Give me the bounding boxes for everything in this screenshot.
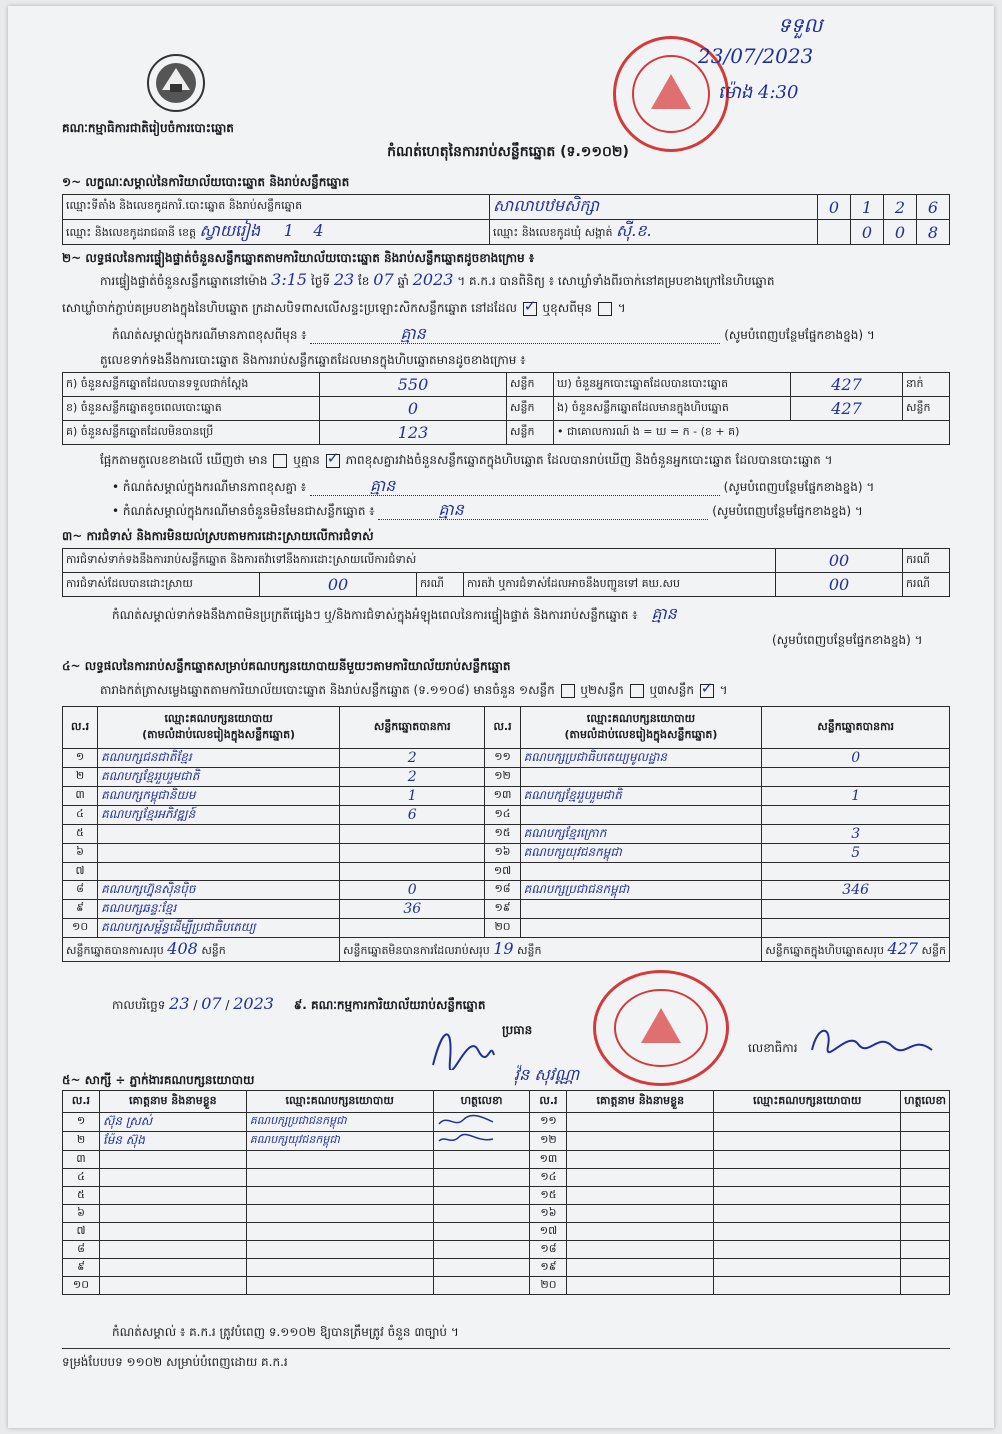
witness-header-name: គោត្តនាម និងនាមខ្លួន: [99, 1091, 246, 1113]
party-name: គណបក្សខ្មែរអភិវឌ្ឍន៍: [98, 806, 340, 825]
row-no: ១៧: [530, 1223, 567, 1241]
org-name: គណៈកម្មាធិការជាតិរៀបចំការបោះឆ្នោត: [62, 121, 234, 135]
row-no: ៣: [63, 1151, 100, 1169]
secretary-signature: [808, 1020, 938, 1060]
results-table: [62, 706, 950, 962]
party-name: គណបក្សហ្វ៊ុនស៊ិនប៉ិច: [98, 881, 340, 900]
verification-day: 23: [333, 270, 355, 289]
tally-3-sheet-checkbox[interactable]: [700, 684, 714, 698]
commune-label: ឈ្មោះ និងលេខកូដឃុំ សង្កាត់: [493, 226, 613, 239]
party-votes: 346: [762, 881, 950, 900]
results-header-party-sub-right: (តាមលំដាប់លេខរៀងក្នុងសន្លឹកឆ្នោត): [564, 727, 718, 741]
party-name: គណបក្សសម្ព័ន្ធដើម្បីប្រជាធិបតេយ្យ: [98, 919, 340, 938]
tally-2-sheet-checkbox[interactable]: [630, 684, 644, 698]
party-name: [520, 900, 762, 919]
seal-intact-label: សោឃ្លាំចាក់ភ្ជាប់គម្របខាងក្នុងនៃហិបឆ្នោត ក្រដាសបិទពាសលើសន្ទះប្រឡោះសិកសន្លឹកឆ្នោត នៅដដែល: [62, 301, 517, 315]
total-box-unit: សន្លឹក: [921, 944, 946, 957]
figure-b-value: 0: [320, 397, 507, 421]
section-5-title: ៥~ សាក្សី ÷ ភ្នាក់ងារគណបក្សនយោបាយ: [62, 1073, 255, 1087]
row-no: ១៩: [485, 900, 520, 919]
row-no: ៥: [63, 825, 98, 844]
note-3-line: [112, 502, 863, 520]
witness-header-sign-right: ហត្ថលេខា: [901, 1091, 950, 1113]
complaints-note-value: គ្មាន: [651, 604, 677, 623]
results-body: [63, 749, 950, 938]
year-label: ឆ្នាំ: [397, 274, 409, 288]
row-no: ១១: [485, 749, 520, 768]
results-header-party-sub: (តាមលំដាប់លេខរៀងក្នុងសន្លឹកឆ្នោត): [142, 727, 296, 741]
date-label: កាលបរិច្ឆេទ: [112, 998, 166, 1012]
discrepancy-yes-checkbox[interactable]: [273, 454, 287, 468]
witness-header-no: ល.រ: [63, 1091, 100, 1113]
party-name: គណបក្សខ្មែររួបរួមជាតិ: [98, 768, 340, 787]
row-no: ៦: [63, 1205, 100, 1223]
note-3-label: • កំណត់សម្គាល់ក្នុងករណីមានចំនួនមិនមែនជាសន្លឹកឆ្នោត ៖: [112, 504, 375, 518]
province-value: ស្វាយរៀង: [199, 221, 261, 240]
complaints-forwarded-value: 00: [776, 573, 903, 597]
party-votes: 36: [340, 900, 485, 919]
table-row: [63, 1205, 950, 1223]
witness-header-party: ឈ្មោះគណបក្សនយោបាយ: [246, 1091, 433, 1113]
chair-label: ប្រធាន: [502, 1023, 533, 1037]
discrepancy-no-label: ឬគ្មាន: [293, 453, 320, 467]
witness-signature: [433, 1113, 530, 1132]
total-invalid-label: សន្លឹកឆ្នោតមិនបានការដែលរាប់សរុប: [343, 944, 490, 957]
results-header-no: ល.រ: [63, 707, 98, 749]
date-year: 2023: [233, 994, 274, 1013]
table-row: [63, 919, 950, 938]
table-row: [63, 1277, 950, 1295]
note-1-line: [112, 326, 875, 344]
party-name: [98, 863, 340, 881]
station-code-2: 1: [851, 195, 884, 220]
party-votes: 2: [340, 768, 485, 787]
party-votes: 2: [340, 749, 485, 768]
commune-code-1: 0: [851, 220, 884, 245]
witness-signature: [433, 1132, 530, 1151]
section-1-table: [62, 194, 950, 245]
party-name: គណបក្សខ្មែររួបរួមជាតិ: [520, 787, 762, 806]
row-no: ២: [63, 768, 98, 787]
section-1-title: ១~ លក្ខណៈសម្គាល់នៃការិយាល័យបោះឆ្នោត និងរាប់សន្លឹកឆ្នោត: [62, 175, 350, 189]
witness-table: [62, 1090, 950, 1295]
party-name: គណបក្សឆន្ទៈខ្មែរ: [98, 900, 340, 919]
row-no: ២: [63, 1132, 100, 1151]
discrepancy-line: [100, 452, 833, 468]
complaints-forwarded-unit: ករណី: [903, 573, 950, 597]
total-box-value: 427: [887, 939, 919, 958]
party-name: [98, 825, 340, 844]
figure-a-value: 550: [320, 373, 507, 397]
verification-line-1: [100, 272, 774, 289]
row-no: ១៨: [485, 881, 520, 900]
note-1-value: គ្មាន: [400, 324, 426, 343]
table-row: [63, 881, 950, 900]
row-no: ១០: [63, 919, 98, 938]
seal-intact-checkbox[interactable]: [523, 302, 537, 316]
complaints-total-value: 00: [776, 549, 903, 573]
note-3-fill-more: (សូមបំពេញបន្ថែមផ្នែកខាងខ្នង) ។: [712, 504, 863, 518]
total-valid-label: សន្លឹកឆ្នោតបានការសរុប: [66, 944, 164, 957]
row-no: ២០: [485, 919, 520, 938]
complaints-fill-more: (សូមបំពេញបន្ថែមផ្នែកខាងខ្នង) ។: [772, 633, 923, 647]
party-votes: [762, 768, 950, 787]
table-row: [63, 749, 950, 768]
row-no: ១០: [63, 1277, 100, 1295]
party-name: [520, 806, 762, 825]
verification-line-2: សោឃ្លាំចាក់ភ្ជាប់គម្របខាងក្នុងនៃហិបឆ្នោត ក្រដាសបិទពាសលើសន្ទះប្រឡោះសិកសន្លឹកឆ្នោត នៅដដែល ✓ ឬខុសពីមុន ។: [62, 300, 626, 316]
tally-1-sheet-checkbox[interactable]: [561, 684, 575, 698]
secretary-label: លេខាធិការ: [748, 1041, 798, 1055]
row-no: ១៧: [485, 863, 520, 881]
row-no: ១២: [530, 1132, 567, 1151]
note-2-line: [112, 478, 874, 496]
party-votes: [340, 863, 485, 881]
row-no: ១៨: [530, 1241, 567, 1259]
figure-d-label: ឃ) ចំនួនអ្នកបោះឆ្នោតដែលបានបោះឆ្នោត: [554, 373, 791, 397]
figure-c-value: 123: [320, 421, 507, 445]
party-votes: [762, 900, 950, 919]
witness-name: ម៉ែន ស៊ុង: [99, 1132, 246, 1151]
province-code-2: 4: [313, 221, 324, 240]
figure-b-label: ខ) ចំនួនសន្លឹកឆ្នោតខូចពេលបោះឆ្នោត: [63, 397, 320, 421]
results-header-party-right: ឈ្មោះគណបក្សនយោបាយ: [586, 711, 696, 725]
row-no: ១៦: [485, 844, 520, 863]
complaints-resolved-value: 00: [260, 573, 417, 597]
complaints-forwarded-label: ការតវ៉ា ឬការជំទាស់ដែលអាចនឹងបញ្ជូនទៅ គឃ.សប: [464, 573, 776, 597]
figures-intro: តួលេខទាក់ទងនឹងការបោះឆ្នោត និងការរាប់សន្លឹកឆ្នោតដែលមានក្នុងហិបឆ្នោតមានដូចខាងក្រោម ៖: [100, 353, 526, 367]
party-votes: 5: [762, 844, 950, 863]
row-no: ១: [63, 749, 98, 768]
row-no: ៤: [63, 1169, 100, 1187]
discrepancy-end: ភាពខុសគ្នារវាងចំនួនសន្លឹកឆ្នោតក្នុងហិបឆ្នោត ដែលបានរាប់ឃើញ និងចំនួនអ្នកបោះឆ្នោត ដែលបានបោះឆ្នោត ។: [345, 453, 833, 467]
commune-code-2: 0: [884, 220, 917, 245]
party-votes: 0: [762, 749, 950, 768]
form-title: កំណត់ហេតុនៃការរាប់សន្លឹកឆ្នោត (ទ.១១០២): [387, 144, 629, 160]
section-3-title: ៣~ ការជំទាស់ និងការមិនយល់ស្របតាមការដោះស្រាយលើការជំទាស់: [62, 529, 374, 543]
results-header-party: ឈ្មោះគណបក្សនយោបាយ: [164, 711, 273, 725]
province-label: ឈ្មោះ និងលេខកូដរាជធានី ខេត្ត: [66, 226, 196, 239]
note-1-fill-more: (សូមបំពេញបន្ថែមផ្នែកខាងខ្នង) ។: [724, 328, 875, 342]
row-no: ១២: [485, 768, 520, 787]
party-name: [98, 844, 340, 863]
note-3-value: គ្មាន: [438, 500, 464, 519]
complaints-resolved-unit: ករណី: [417, 573, 464, 597]
date-day: 23: [169, 994, 190, 1013]
complaints-note-line: [112, 606, 677, 623]
party-votes: 6: [340, 806, 485, 825]
party-votes: [340, 919, 485, 938]
verification-time: 3:15: [271, 270, 308, 289]
nec-emblem-icon: [140, 50, 212, 116]
discrepancy-no-checkbox[interactable]: [326, 454, 340, 468]
station-code-3: 2: [884, 195, 917, 220]
table-row: [63, 1151, 950, 1169]
witness-header-no-right: ល.រ: [530, 1091, 567, 1113]
row-no: ១៤: [485, 806, 520, 825]
row-no: ៣: [63, 787, 98, 806]
table-row: [63, 1113, 950, 1132]
chair-signature: [428, 1020, 498, 1070]
total-invalid-value: 19: [493, 939, 514, 958]
results-header-votes-right: សន្លឹកឆ្នោតបានការ: [762, 707, 950, 749]
total-valid-unit: សន្លឹក: [201, 944, 226, 957]
tally-2-sheet-label: ឬ២សន្លឹក: [580, 683, 624, 697]
tally-3-sheet-label: ឬ៣សន្លឹក: [649, 683, 694, 697]
party-name: គណបក្សប្រជាជនកម្ពុជា: [520, 881, 762, 900]
party-votes: [762, 806, 950, 825]
figure-a-unit: សន្លឹក: [507, 373, 554, 397]
note-1-label: កំណត់សម្គាល់ក្នុងករណីមានភាពខុសពីមុន ៖: [112, 328, 307, 342]
day-label: ថ្ងៃទី: [310, 274, 330, 288]
station-code-1: 0: [818, 195, 851, 220]
verification-time-label: ការផ្ទៀងផ្ទាត់ចំនួនសន្លឹកឆ្នោតនៅម៉ោង: [100, 274, 268, 288]
party-name: គណបក្សជនជាតិខ្មែរ: [98, 749, 340, 768]
note-2-label: • កំណត់សម្គាល់ក្នុងករណីមានភាពខុសគ្នា ៖: [112, 480, 307, 494]
table-row: [63, 1132, 950, 1151]
row-no: ១១: [530, 1113, 567, 1132]
footer-divider: [62, 1348, 950, 1349]
table-row: [63, 1241, 950, 1259]
complaints-total-label: ការជំទាស់ទាក់ទងនឹងការរាប់សន្លឹកឆ្នោត និងការតវ៉ាទៅនឹងការដោះស្រាយលើការជំទាស់: [63, 549, 776, 573]
witness-party: គណបក្សប្រជាជនកម្ពុជា: [246, 1113, 433, 1132]
official-seal-bottom: [593, 970, 729, 1086]
figure-d-unit: នាក់: [903, 373, 950, 397]
witness-header-sign: ហត្ថលេខា: [433, 1091, 530, 1113]
table-row: [63, 787, 950, 806]
tally-sheet-line: តារាងកត់ត្រាសម្លេងឆ្នោតតាមការិយាល័យបោះឆ្នោត និងរាប់សន្លឹកឆ្នោត (ទ.១១០៨) មានចំនួន ១សន្លឹក ឬ២សន្លឹក ឬ៣សន្លឹក ✓ ។: [100, 682, 728, 698]
figure-c-unit: សន្លឹក: [507, 421, 554, 445]
figure-c-label: គ) ចំនួនសន្លឹកឆ្នោតដែលមិនបានប្រើ: [63, 421, 320, 445]
party-name: [520, 863, 762, 881]
station-value: សាលាបឋមសិក្សា: [493, 196, 600, 215]
tally-sheet-label: តារាងកត់ត្រាសម្លេងឆ្នោតតាមការិយាល័យបោះឆ្នោត និងរាប់សន្លឹកឆ្នោត (ទ.១១០៨) មានចំនួន ១សន្លឹក: [100, 683, 555, 697]
witness-header-party-right: ឈ្មោះគណបក្សនយោបាយ: [714, 1091, 901, 1113]
table-row: [63, 1187, 950, 1205]
party-name: គណបក្សខ្មែរក្រោក: [520, 825, 762, 844]
commune-value: ស៊ី.ខ.: [616, 221, 652, 240]
row-no: ១៤: [530, 1169, 567, 1187]
commune-code-3: 8: [917, 220, 950, 245]
station-label: ឈ្មោះទីតាំង និងលេខកូដការិ.បោះឆ្នោត និងរាប់សន្លឹកឆ្នោត: [63, 195, 490, 220]
section-2-title: ២~ លទ្ធផលនៃការផ្ទៀងផ្ទាត់ចំនួនសន្លឹកឆ្នោតតាមការិយាល័យបោះឆ្នោត និងរាប់សន្លឹកឆ្នោតដូចខាងក្រោម ៖: [62, 251, 535, 265]
seal-changed-label: ឬខុសពីមុន: [542, 301, 593, 315]
form-sheet: [8, 6, 994, 1428]
discrepancy-yes-label: ផ្អែកតាមតួលេខខាងលើ ឃើញថា មាន: [100, 453, 268, 467]
results-header-votes: សន្លឹកឆ្នោតបានការ: [340, 707, 485, 749]
row-no: ១៥: [530, 1187, 567, 1205]
received-date: 23/07/2023: [698, 44, 814, 68]
row-no: ១៣: [530, 1151, 567, 1169]
row-no: ១៣: [485, 787, 520, 806]
note-2-value: គ្មាន: [369, 476, 396, 495]
table-row: [63, 806, 950, 825]
witness-header-name-right: គោត្តនាម និងនាមខ្លួន: [567, 1091, 714, 1113]
table-row: [63, 825, 950, 844]
row-no: ២០: [530, 1277, 567, 1295]
table-row: [63, 768, 950, 787]
figure-a-label: ក) ចំនួនសន្លឹកឆ្នោតដែលបានទទួលជាក់ស្តែង: [63, 373, 320, 397]
row-no: ៨: [63, 881, 98, 900]
table-row: [63, 1223, 950, 1241]
row-no: ៤: [63, 806, 98, 825]
party-votes: 0: [340, 881, 485, 900]
party-votes: [340, 825, 485, 844]
party-votes: 3: [762, 825, 950, 844]
complaints-table: [62, 548, 950, 597]
station-code-4: 6: [917, 195, 950, 220]
complaints-total-unit: ករណី: [903, 549, 950, 573]
committee-label: ៩. គណៈកម្មការការិយាល័យរាប់សន្លឹកឆ្នោត: [293, 998, 486, 1012]
row-no: ៨: [63, 1241, 100, 1259]
chair-name: វ៉ុន សុវណ្ណា: [514, 1065, 580, 1084]
row-no: ៩: [63, 900, 98, 919]
verification-year: 2023: [412, 270, 454, 289]
witness-footnote: កំណត់សម្គាល់ ៖ គ.ក.រ ត្រូវបំពេញ ទ.១១០២ ឱ្យបានត្រឹមត្រូវ ចំនួន ៣ច្បាប់ ។: [112, 1325, 459, 1339]
total-valid-value: 408: [167, 939, 198, 958]
total-box-label: សន្លឹកឆ្នោតក្នុងហិបឆ្នោតសរុប: [765, 944, 884, 957]
witness-name: ស៊ុន ស្រស់: [99, 1113, 246, 1132]
party-votes: 1: [340, 787, 485, 806]
total-invalid-unit: សន្លឹក: [517, 944, 542, 957]
table-row: [63, 900, 950, 919]
party-name: គណបក្សយុវជនកម្ពុជា: [520, 844, 762, 863]
complaints-note-label: កំណត់សម្គាល់ទាក់ទងនឹងភាពមិនប្រក្រតីផ្សេងៗ ឬ/និងការជំទាស់ក្នុងអំឡុងពេលនៃការផ្ទៀងផ្ទាត់ និងការរាប់សន្លឹកឆ្នោត ៖: [112, 608, 638, 622]
witness-party: គណបក្សយុវជនកម្ពុជា: [246, 1132, 433, 1151]
party-votes: [340, 844, 485, 863]
figure-d-value: 427: [791, 373, 903, 397]
row-no: ៧: [63, 1223, 100, 1241]
row-no: ១: [63, 1113, 100, 1132]
figures-table: [62, 372, 950, 445]
party-name: គណបក្សប្រជាធិបតេយ្យមូលដ្ឋាន: [520, 749, 762, 768]
complaints-resolved-label: ការជំទាស់ដែលបានដោះស្រាយ: [63, 573, 260, 597]
verification-line-1-end: ។ គ.ក.រ បានពិនិត្យ ៖ សោឃ្លាំទាំងពីរចាក់នៅគម្របខាងក្រៅនៃហិបឆ្នោត: [457, 274, 775, 288]
figure-b-unit: សន្លឹក: [507, 397, 554, 421]
note-2-fill-more: (សូមបំពេញបន្ថែមផ្នែកខាងខ្នង) ។: [723, 480, 875, 494]
province-code-1: 1: [283, 221, 294, 240]
party-votes: 1: [762, 787, 950, 806]
figure-e-value: 427: [791, 397, 903, 421]
party-votes: [762, 863, 950, 881]
row-no: ៦: [63, 844, 98, 863]
figure-formula: • ជាគោលការណ៍ ង = ឃ = ក - (ខ + គ): [554, 421, 950, 445]
table-row: [63, 1259, 950, 1277]
verification-month: 07: [373, 270, 394, 289]
row-no: ១៦: [530, 1205, 567, 1223]
date-line: កាលបរិច្ឆេទ 23 / 07 / 2023 ៩. គណៈកម្មការការិយាល័យរាប់សន្លឹកឆ្នោត: [112, 994, 486, 1013]
table-row: [63, 863, 950, 881]
figure-e-label: ង) ចំនួនសន្លឹកឆ្នោតដែលមានក្នុងហិបឆ្នោត: [554, 397, 791, 421]
received-time: ម៉ោង 4:30: [718, 82, 799, 103]
party-name: [520, 919, 762, 938]
row-no: ១៥: [485, 825, 520, 844]
figure-e-unit: សន្លឹក: [903, 397, 950, 421]
row-no: ៥: [63, 1187, 100, 1205]
party-name: [520, 768, 762, 787]
section-4-title: ៤~ លទ្ធផលនៃការរាប់សន្លឹកឆ្នោតសម្រាប់គណបក្សនយោបាយនីមួយៗតាមការិយាល័យរាប់សន្លឹកឆ្នោត: [62, 659, 511, 673]
date-month: 07: [201, 994, 222, 1013]
month-label: ខែ: [358, 274, 370, 288]
party-name: គណបក្សកម្ពុជានិយម: [98, 787, 340, 806]
received-note: ទទួល: [778, 13, 823, 37]
row-no: ១៩: [530, 1259, 567, 1277]
row-no: ៩: [63, 1259, 100, 1277]
row-no: ៧: [63, 863, 98, 881]
results-header-no-right: ល.រ: [485, 707, 520, 749]
seal-changed-checkbox[interactable]: [598, 302, 612, 316]
table-row: [63, 844, 950, 863]
table-row: [63, 1169, 950, 1187]
party-votes: [762, 919, 950, 938]
form-footer: ទម្រង់បែបបទ ១១០២ សម្រាប់បំពេញដោយ គ.ក.រ: [62, 1355, 288, 1369]
